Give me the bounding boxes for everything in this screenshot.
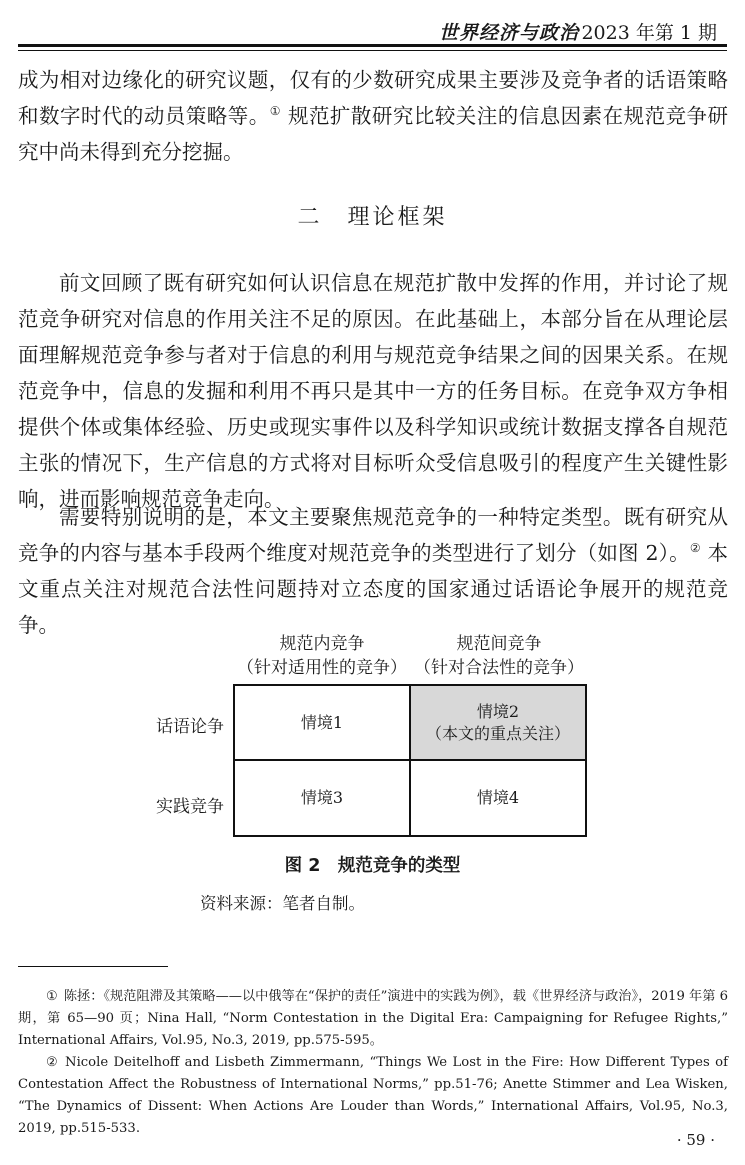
figure-caption: 图 2 规范竞争的类型 [284, 856, 461, 876]
row-header-discourse: 话语论争 [156, 717, 224, 737]
footnote-1-text: 陈拯：《规范阻滞及其策略——以中俄等在“保护的责任”演进中的实践为例》，载《世界经济与政治》，2019 年第 6 期，第 65—90 页；Nina Hall, “Norm Contestation in the Digital Era: Campaigning for Refugee Rights,” International Affairs, Vol.95, No.3, 2019, pp.575-595。 [18, 989, 729, 1048]
footnote-2 [18, 1052, 728, 1140]
issue-label: 2023 年第 1 期 [581, 22, 717, 44]
column-header-1-line1: 规范内竞争 [279, 634, 365, 654]
footnote-1-mark: ① [46, 989, 58, 1004]
body-paragraph-2 [18, 499, 728, 643]
paragraph-2-before-note: 需要特别说明的是，本文主要聚焦规范竞争的一种特定类型。既有研究从竞争的内容与基本手段两个维度对规范竞争的类型进行了划分（如图 2）。 [18, 505, 728, 565]
column-header-2-line1: 规范间竞争 [456, 634, 542, 654]
cell-scenario-1-label: 情境1 [300, 712, 344, 732]
column-header-inter-norm [411, 632, 587, 680]
figure-source: 资料来源：笔者自制。 [200, 894, 365, 913]
journal-name: 世界经济与政治 [438, 22, 579, 44]
cell-scenario-3-label: 情境3 [300, 788, 344, 807]
column-header-2-line2: （针对合法性的竞争） [414, 658, 584, 678]
cell-scenario-4 [411, 761, 585, 835]
footnote-1 [18, 986, 728, 1052]
cell-scenario-4-label: 情境4 [476, 788, 520, 807]
footnote-2-mark: ② [46, 1055, 60, 1070]
cell-scenario-3 [235, 761, 411, 835]
cell-scenario-2-note: （本文的重点关注） [425, 723, 570, 743]
footnote-2-text: Nicole Deitelhoff and Lisbeth Zimmermann, “Things We Lost in the Fire: How Different Types of Contestation Affect the Robustness of International Norms,” pp.51-76; Anette Stimmer and Lea Wisken, “The Dynamics of Dissent: When Actions Are Louder than Words,” International Affairs, Vol.95, No.3, 2019, pp.515-533. [18, 1055, 728, 1136]
section-title: 二 理论框架 [297, 205, 448, 230]
footnote-ref-2[interactable]: ② [689, 541, 701, 556]
column-header-1-line2: （针对适用性的竞争） [237, 658, 407, 678]
page-number: · 59 · [676, 1131, 715, 1149]
footnote-rule [18, 966, 168, 967]
row-header-practice: 实践竞争 [156, 797, 224, 817]
cell-scenario-1 [235, 686, 411, 761]
cell-scenario-2-label: 情境2 [476, 701, 520, 721]
cell-scenario-2-highlighted [411, 686, 585, 761]
body-paragraph-1: 前文回顾了既有研究如何认识信息在规范扩散中发挥的作用，并讨论了规范竞争研究对信息的作用关注不足的原因。在此基础上，本部分旨在从理论层面理解规范竞争参与者对于信息的利用与规范竞争结果之间的因果关系。在规范竞争中，信息的发掘和利用不再只是其中一方的任务目标。在竞争双方争相提供个体或集体经验、历史或现实事件以及科学知识或统计数据支撑各自规范主张的情况下，生产信息的方式将对目标听众受信息吸引的程度产生关键性影响，进而影响规范竞争走向。 [18, 271, 728, 511]
column-header-intra-norm [234, 632, 410, 680]
footnote-ref-1[interactable]: ① [269, 104, 281, 119]
intro-paragraph [18, 62, 728, 170]
typology-grid [233, 684, 587, 837]
intro-text-before-note: 成为相对边缘化的研究议题，仅有的少数研究成果主要涉及竞争者的话语策略和数字时代的动员策略等。 [18, 68, 728, 128]
intro-text-after-note: 规范扩散研究比较关注的信息因素在规范竞争研究中尚未得到充分挖掘。 [18, 104, 729, 164]
header-rule-thick [18, 44, 727, 47]
paragraph-2-after-note: 本文重点关注对规范合法性问题持对立态度的国家通过话语论争展开的规范竞争。 [18, 541, 728, 637]
header-rule-thin [18, 50, 727, 51]
